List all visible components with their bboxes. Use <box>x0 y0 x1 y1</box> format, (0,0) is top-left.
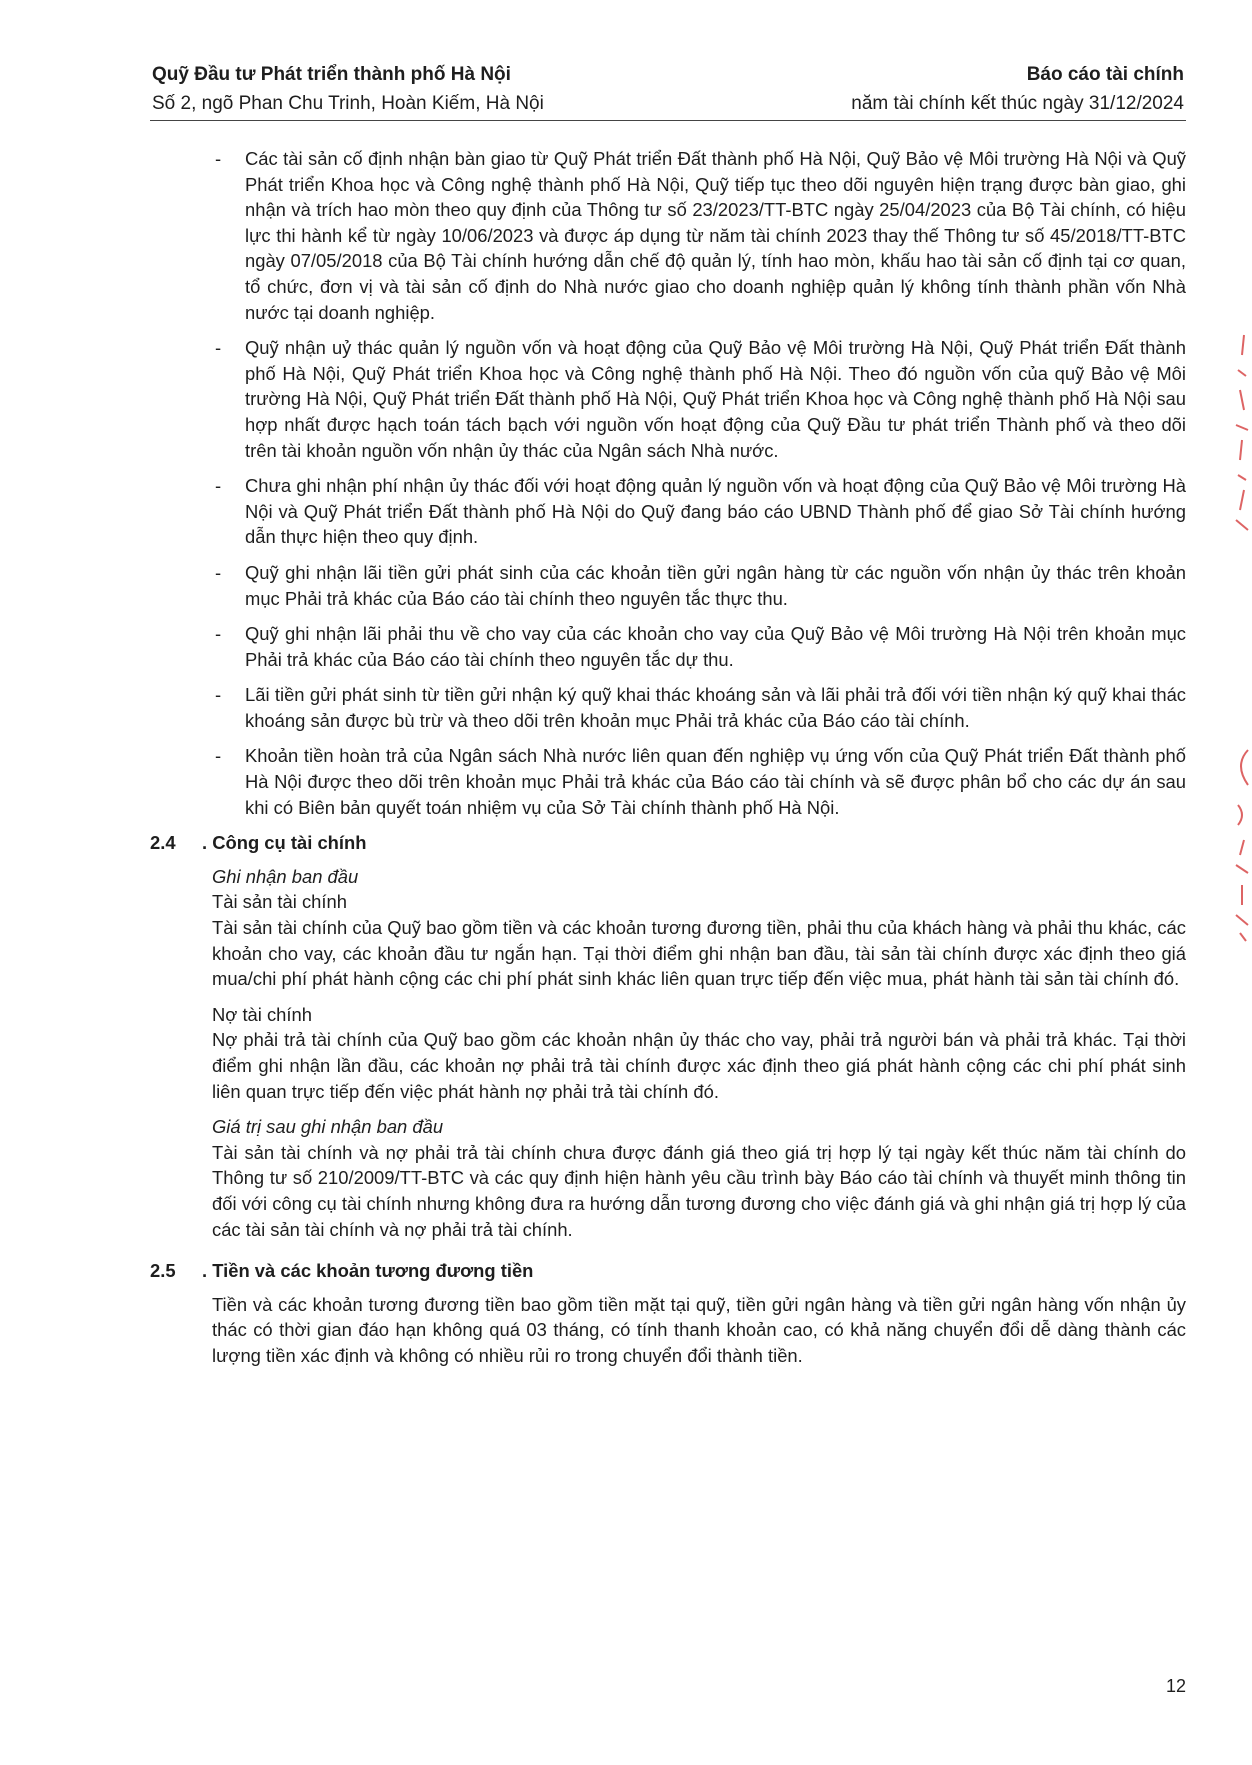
bullet-dash: - <box>215 561 222 583</box>
bullet-dash: - <box>215 337 222 359</box>
bullet-dash: - <box>215 745 222 767</box>
bullet-dash: - <box>215 684 222 706</box>
initial-recognition-heading: Ghi nhận ban đầu <box>212 865 359 887</box>
financial-assets-heading: Tài sản tài chính <box>212 891 347 913</box>
bullet-text: Lãi tiền gửi phát sinh từ tiền gửi nhận ký quỹ khai thác khoáng sản và lãi phải trả đối với tiền nhận ký quỹ khai thác khoáng sản được bù trừ và theo dõi trên khoản mục Phải trả khác của Báo cáo tài chính. <box>245 684 1186 731</box>
bullet-dash: - <box>215 475 222 497</box>
section-title: . Tiền và các khoản tương đương tiền <box>202 1260 534 1282</box>
section-number: 2.5 <box>150 1260 176 1282</box>
header-right <box>851 60 1184 118</box>
bullet-text: Quỹ ghi nhận lãi phải thu về cho vay của các khoản cho vay của Quỹ Bảo vệ Môi trường Hà Nội trên khoản mục Phải trả khác của Báo cáo tài chính theo nguyên tắc dự thu. <box>245 623 1186 670</box>
section-title: . Công cụ tài chính <box>202 832 367 854</box>
bullet-dash: - <box>215 148 222 169</box>
bullet-text: Khoản tiền hoàn trả của Ngân sách Nhà nước liên quan đến nghiệp vụ ứng vốn của Quỹ Phát triển Đất thành phố Hà Nội được theo dõi trên khoản mục Phải trả khác của Báo cáo tài chính và sẽ được phân bổ cho các dự án sau khi có Biên bản quyết toán nhiệm vụ của Sở Tài chính thành phố Hà Nội. <box>245 745 1186 818</box>
financial-liabilities-paragraph: Nợ phải trả tài chính của Quỹ bao gồm các khoản nhận ủy thác cho vay, phải trả người bán và phải trả khác. Tại thời điểm ghi nhận lần đầu, các khoản nợ phải trả tài chính được xác định theo giá phát hành cộng các chi phí phát sinh liên quan trực tiếp đến việc phát hành nợ phải trả tài chính đó. <box>212 1029 1186 1102</box>
cash-equivalents-paragraph: Tiền và các khoản tương đương tiền bao gồm tiền mặt tại quỹ, tiền gửi ngân hàng và tiền gửi ngân hàng vốn nhận ủy thác có thời gian đáo hạn không quá 03 tháng, có tính thanh khoản cao, có khả năng chuyển đổi dễ dàng thành các lượng tiền xác định và không có nhiều rủi ro trong chuyển đổi thành tiền. <box>212 1293 1186 1366</box>
document-body <box>150 146 1186 1379</box>
org-address: Số 2, ngõ Phan Chu Trinh, Hoàn Kiếm, Hà Nội <box>152 93 544 114</box>
subsequent-measurement-paragraph: Tài sản tài chính và nợ phải trả tài chính chưa được đánh giá theo giá trị hợp lý tại ngày kết thúc năm tài chính do Thông tư số 210/2009/TT-BTC và các quy định hiện hành yêu cầu trình bày Báo cáo tài chính và thuyết minh thông tin đối với công cụ tài chính nhưng không đưa ra hướng dẫn tương đương cho việc đánh giá và ghi nhận giá trị hợp lý của các tài sản tài chính và nợ phải trả tài chính. <box>212 1141 1186 1240</box>
list-item <box>150 473 1186 550</box>
list-item <box>150 560 1186 611</box>
list-item <box>150 335 1186 463</box>
header-divider <box>150 120 1186 121</box>
policy-bullet-list <box>150 146 1186 820</box>
subsequent-measurement-heading: Giá trị sau ghi nhận ban đầu <box>212 1116 444 1138</box>
section-2-5-heading <box>150 1258 1186 1284</box>
report-title: Báo cáo tài chính <box>1026 64 1184 85</box>
bullet-text: Chưa ghi nhận phí nhận ủy thác đối với hoạt động quản lý nguồn vốn và hoạt động của Quỹ Bảo vệ Môi trường Hà Nội và Quỹ Phát triển Đất thành phố Hà Nội do Quỹ đang báo cáo UBND Thành phố để giao Sở Tài chính hướng dẫn thực hiện theo quy định. <box>245 475 1186 548</box>
list-item <box>150 743 1186 820</box>
header-left <box>152 60 544 118</box>
bullet-text: Các tài sản cố định nhận bàn giao từ Quỹ Phát triển Đất thành phố Hà Nội, Quỹ Bảo vệ Môi trường Hà Nội và Quỹ Phát triển Khoa học và Công nghệ thành phố Hà Nội, Quỹ tiếp tục theo dõi nguyên hiện trạng được bàn giao, ghi nhận và trích hao mòn theo quy định của Thông tư số 23/2023/TT-BTC ngày 25/04/2023 của Bộ Tài chính, có hiệu lực thi hành kể từ ngày 10/06/2023 và được áp dụng từ năm tài chính 2023 thay thế Thông tư số 45/2018/TT-BTC ngày 07/05/2018 của Bộ Tài chính hướng dẫn chế độ quản lý, tính hao mòn, khấu hao tài sản cố định tại cơ quan, tổ chức, đơn vị và tài sản cố định do Nhà nước giao cho doanh nghiệp quản lý không tính thành phần vốn Nhà nước tại doanh nghiệp. <box>245 148 1186 323</box>
bullet-text: Quỹ ghi nhận lãi tiền gửi phát sinh của các khoản tiền gửi ngân hàng từ các nguồn vốn nhận ủy thác trên khoản mục Phải trả khác của Báo cáo tài chính theo nguyên tắc thực thu. <box>245 561 1186 609</box>
bullet-dash: - <box>215 623 222 645</box>
list-item <box>150 682 1186 733</box>
list-item <box>150 621 1186 672</box>
financial-assets-paragraph: Tài sản tài chính của Quỹ bao gồm tiền và các khoản tương đương tiền, phải thu của khách hàng và phải thu khác, các khoản cho vay, các khoản đầu tư ngắn hạn. Tại thời điểm ghi nhận ban đầu, tài sản tài chính được xác định theo giá mua/chi phí phát hành cộng các chi phí phát sinh khác liên quan trực tiếp đến việc mua, phát hành tài sản tài chính đó. <box>212 917 1186 990</box>
seal-stamp-mark <box>1230 330 1252 540</box>
list-item <box>150 146 1186 325</box>
page-number: 12 <box>1165 1676 1186 1696</box>
seal-stamp-mark <box>1230 745 1252 945</box>
report-period: năm tài chính kết thúc ngày 31/12/2024 <box>851 93 1184 114</box>
section-number: 2.4 <box>150 832 176 854</box>
section-2-4-heading <box>150 830 1186 856</box>
org-name: Quỹ Đầu tư Phát triển thành phố Hà Nội <box>152 64 511 85</box>
financial-liabilities-heading: Nợ tài chính <box>212 1003 312 1025</box>
bullet-text: Quỹ nhận uỷ thác quản lý nguồn vốn và hoạt động của Quỹ Bảo vệ Môi trường Hà Nội, Quỹ Phát triển Đất thành phố Hà Nội, Quỹ Phát triển Khoa học và Công nghệ thành phố Hà Nội. Theo đó nguồn vốn của quỹ Bảo vệ Môi trường Hà Nội, Quỹ Phát triển Đất thành phố Hà Nội, Quỹ Phát triển Khoa học và Công nghệ thành phố Hà Nội sau hợp nhất được hạch toán tách bạch với nguồn vốn hoạt động của Quỹ Đầu tư phát triển Thành phố và theo dõi trên tài khoản nguồn vốn nhận ủy thác của Ngân sách Nhà nước. <box>245 337 1186 461</box>
